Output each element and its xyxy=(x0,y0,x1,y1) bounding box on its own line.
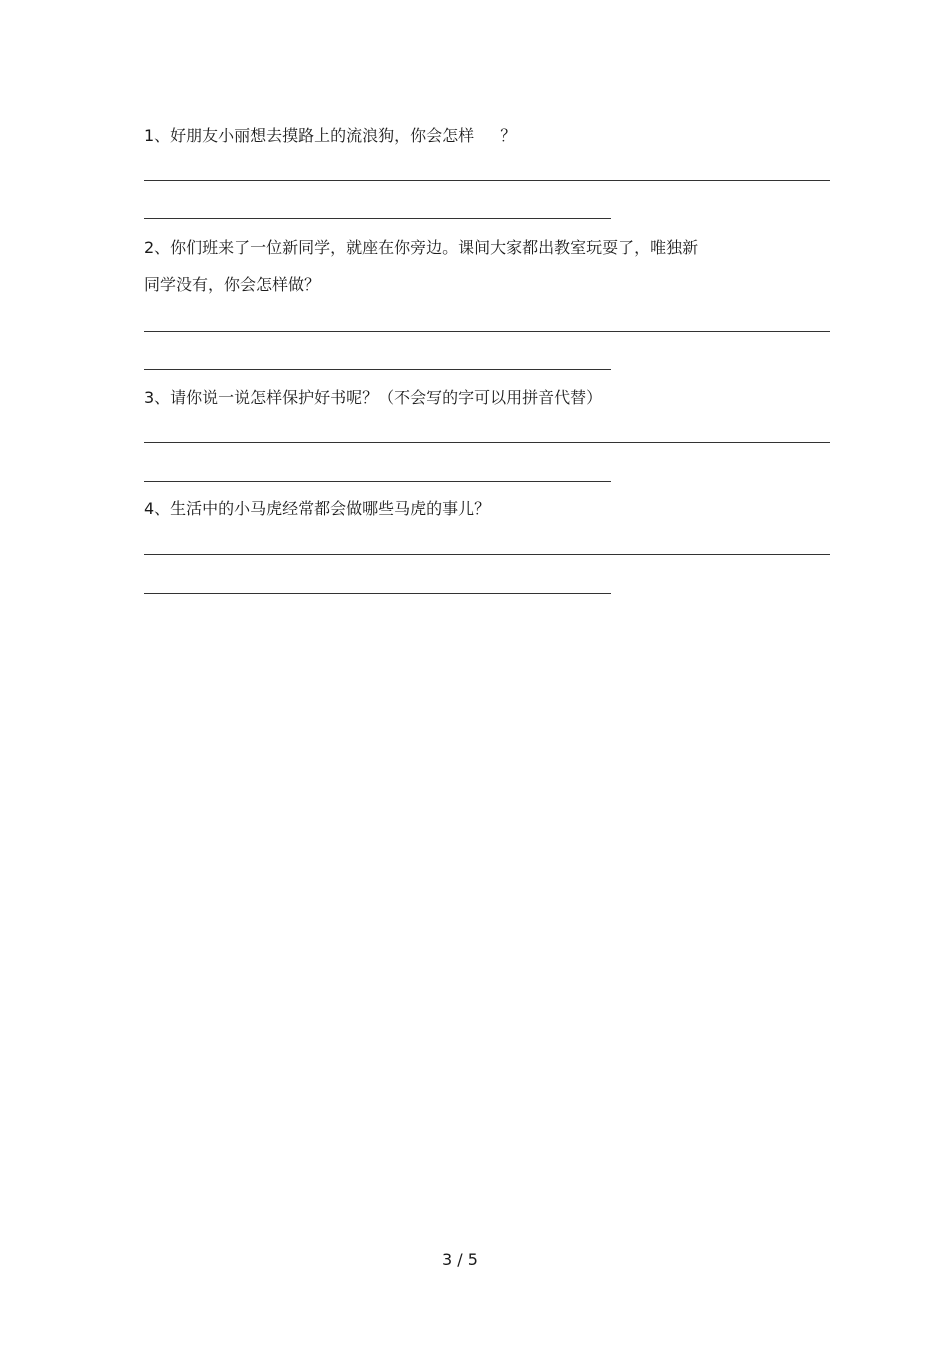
question-2-line2: 同学没有，你会怎样做？ xyxy=(144,275,321,294)
answer-line-3a[interactable] xyxy=(144,442,830,443)
answer-line-2b[interactable] xyxy=(144,369,611,370)
page-separator: / xyxy=(457,1250,463,1269)
answer-line-4b[interactable] xyxy=(144,593,611,594)
answer-line-4a[interactable] xyxy=(144,554,830,555)
question-1-text: 1、好朋友小丽想去摸路上的流浪狗，你会怎样 xyxy=(144,126,475,145)
page-number xyxy=(0,1250,920,1270)
answer-line-2a[interactable] xyxy=(144,331,830,332)
page-total: 5 xyxy=(467,1250,478,1269)
question-4-text: 4、生活中的小马虎经常都会做哪些马虎的事儿？ xyxy=(144,499,491,518)
answer-line-1b[interactable] xyxy=(144,218,611,219)
question-2-text: 2、你们班来了一位新同学，就座在你旁边。课间大家都出教室玩耍了，唯独新 xyxy=(144,238,699,257)
question-2 xyxy=(144,238,698,258)
question-1 xyxy=(144,126,516,146)
question-2-continued xyxy=(144,275,320,295)
page-current: 3 xyxy=(442,1250,453,1269)
answer-line-1a[interactable] xyxy=(144,180,830,181)
question-3 xyxy=(144,388,602,408)
question-3-text: 3、请你说一说怎样保护好书呢？（不会写的字可以用拼音代替） xyxy=(144,388,603,407)
question-1-suffix: ？ xyxy=(500,126,517,145)
question-4 xyxy=(144,499,490,519)
answer-line-3b[interactable] xyxy=(144,481,611,482)
